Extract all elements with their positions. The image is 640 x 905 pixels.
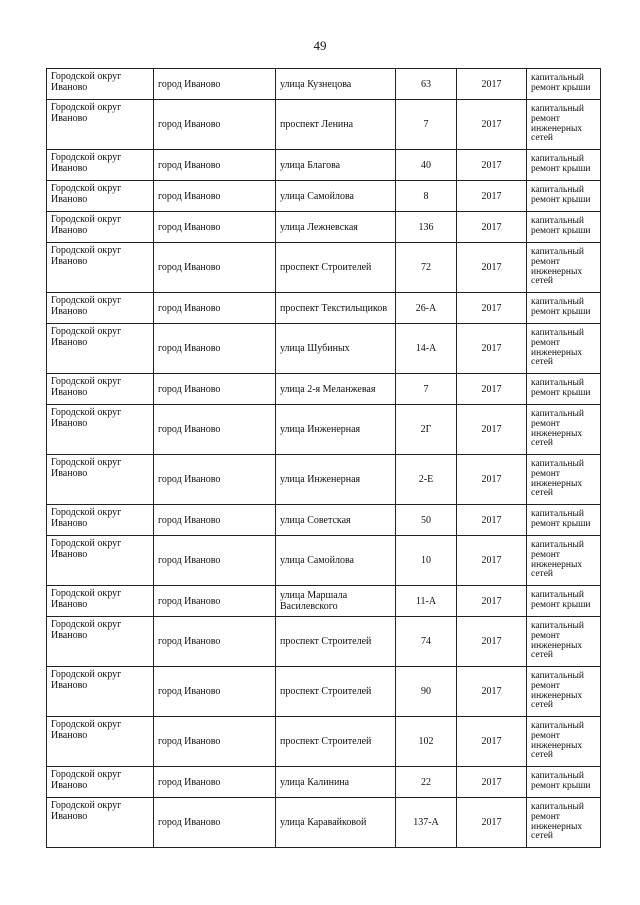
year-cell: 2017 xyxy=(457,324,527,374)
table-row xyxy=(47,505,601,536)
work-type-cell: капитальный ремонт инженерных сетей xyxy=(527,243,601,293)
table-row xyxy=(47,667,601,717)
house-number-cell: 2Г xyxy=(396,405,457,455)
city-cell: город Иваново xyxy=(154,324,276,374)
table-row xyxy=(47,536,601,586)
table-row xyxy=(47,586,601,617)
street-cell: улица Калинина xyxy=(276,767,396,798)
house-number-cell: 7 xyxy=(396,100,457,150)
street-cell: улица Шубиных xyxy=(276,324,396,374)
work-type-cell: капитальный ремонт крыши xyxy=(527,767,601,798)
year-cell: 2017 xyxy=(457,455,527,505)
municipality-cell: Городской округ Иваново xyxy=(47,243,154,293)
year-cell: 2017 xyxy=(457,505,527,536)
work-type-cell: капитальный ремонт инженерных сетей xyxy=(527,667,601,717)
work-type-cell: капитальный ремонт крыши xyxy=(527,293,601,324)
street-cell: улица Инженерная xyxy=(276,405,396,455)
municipality-cell: Городской округ Иваново xyxy=(47,181,154,212)
city-cell: город Иваново xyxy=(154,717,276,767)
house-number-cell: 10 xyxy=(396,536,457,586)
house-number-cell: 90 xyxy=(396,667,457,717)
municipality-cell: Городской округ Иваново xyxy=(47,455,154,505)
house-number-cell: 72 xyxy=(396,243,457,293)
municipality-cell: Городской округ Иваново xyxy=(47,150,154,181)
municipality-cell: Городской округ Иваново xyxy=(47,374,154,405)
house-number-cell: 102 xyxy=(396,717,457,767)
year-cell: 2017 xyxy=(457,69,527,100)
city-cell: город Иваново xyxy=(154,767,276,798)
year-cell: 2017 xyxy=(457,798,527,848)
table-row xyxy=(47,100,601,150)
work-type-cell: капитальный ремонт крыши xyxy=(527,505,601,536)
work-type-cell: капитальный ремонт инженерных сетей xyxy=(527,617,601,667)
work-type-cell: капитальный ремонт инженерных сетей xyxy=(527,798,601,848)
street-cell: проспект Строителей xyxy=(276,667,396,717)
municipality-cell: Городской округ Иваново xyxy=(47,405,154,455)
work-type-cell: капитальный ремонт инженерных сетей xyxy=(527,717,601,767)
table-row xyxy=(47,212,601,243)
table-row xyxy=(47,767,601,798)
year-cell: 2017 xyxy=(457,293,527,324)
work-type-cell: капитальный ремонт крыши xyxy=(527,586,601,617)
city-cell: город Иваново xyxy=(154,69,276,100)
street-cell: проспект Строителей xyxy=(276,717,396,767)
table-row xyxy=(47,798,601,848)
house-number-cell: 11-А xyxy=(396,586,457,617)
municipality-cell: Городской округ Иваново xyxy=(47,69,154,100)
street-cell: проспект Строителей xyxy=(276,617,396,667)
house-number-cell: 40 xyxy=(396,150,457,181)
table-body xyxy=(47,69,601,848)
year-cell: 2017 xyxy=(457,243,527,293)
year-cell: 2017 xyxy=(457,181,527,212)
street-cell: улица Советская xyxy=(276,505,396,536)
house-number-cell: 63 xyxy=(396,69,457,100)
city-cell: город Иваново xyxy=(154,667,276,717)
work-type-cell: капитальный ремонт инженерных сетей xyxy=(527,536,601,586)
municipality-cell: Городской округ Иваново xyxy=(47,324,154,374)
year-cell: 2017 xyxy=(457,374,527,405)
year-cell: 2017 xyxy=(457,767,527,798)
city-cell: город Иваново xyxy=(154,181,276,212)
house-number-cell: 136 xyxy=(396,212,457,243)
municipality-cell: Городской округ Иваново xyxy=(47,212,154,243)
work-type-cell: капитальный ремонт инженерных сетей xyxy=(527,324,601,374)
municipality-cell: Городской округ Иваново xyxy=(47,505,154,536)
table-row xyxy=(47,181,601,212)
work-type-cell: капитальный ремонт крыши xyxy=(527,150,601,181)
work-type-cell: капитальный ремонт крыши xyxy=(527,374,601,405)
table-row xyxy=(47,617,601,667)
table-row xyxy=(47,374,601,405)
table-row xyxy=(47,293,601,324)
street-cell: улица Маршала Василевского xyxy=(276,586,396,617)
city-cell: город Иваново xyxy=(154,243,276,293)
city-cell: город Иваново xyxy=(154,212,276,243)
table-row xyxy=(47,717,601,767)
street-cell: проспект Текстильщиков xyxy=(276,293,396,324)
city-cell: город Иваново xyxy=(154,455,276,505)
house-number-cell: 8 xyxy=(396,181,457,212)
street-cell: проспект Ленина xyxy=(276,100,396,150)
street-cell: улица Благова xyxy=(276,150,396,181)
year-cell: 2017 xyxy=(457,405,527,455)
city-cell: город Иваново xyxy=(154,505,276,536)
house-number-cell: 137-А xyxy=(396,798,457,848)
work-type-cell: капитальный ремонт инженерных сетей xyxy=(527,100,601,150)
table-row xyxy=(47,69,601,100)
house-number-cell: 50 xyxy=(396,505,457,536)
municipality-cell: Городской округ Иваново xyxy=(47,767,154,798)
work-type-cell: капитальный ремонт крыши xyxy=(527,181,601,212)
city-cell: город Иваново xyxy=(154,374,276,405)
street-cell: проспект Строителей xyxy=(276,243,396,293)
city-cell: город Иваново xyxy=(154,617,276,667)
year-cell: 2017 xyxy=(457,617,527,667)
table-row xyxy=(47,150,601,181)
municipality-cell: Городской округ Иваново xyxy=(47,100,154,150)
street-cell: улица Кузнецова xyxy=(276,69,396,100)
year-cell: 2017 xyxy=(457,667,527,717)
house-number-cell: 26-А xyxy=(396,293,457,324)
house-number-cell: 2-Е xyxy=(396,455,457,505)
work-type-cell: капитальный ремонт крыши xyxy=(527,212,601,243)
municipality-cell: Городской округ Иваново xyxy=(47,717,154,767)
city-cell: город Иваново xyxy=(154,293,276,324)
street-cell: улица 2-я Меланжевая xyxy=(276,374,396,405)
year-cell: 2017 xyxy=(457,100,527,150)
house-number-cell: 74 xyxy=(396,617,457,667)
work-type-cell: капитальный ремонт инженерных сетей xyxy=(527,405,601,455)
year-cell: 2017 xyxy=(457,536,527,586)
street-cell: улица Лежневская xyxy=(276,212,396,243)
city-cell: город Иваново xyxy=(154,536,276,586)
house-number-cell: 14-А xyxy=(396,324,457,374)
city-cell: город Иваново xyxy=(154,798,276,848)
municipality-cell: Городской округ Иваново xyxy=(47,293,154,324)
repair-registry-table xyxy=(46,68,601,848)
house-number-cell: 22 xyxy=(396,767,457,798)
municipality-cell: Городской округ Иваново xyxy=(47,617,154,667)
city-cell: город Иваново xyxy=(154,405,276,455)
year-cell: 2017 xyxy=(457,586,527,617)
year-cell: 2017 xyxy=(457,212,527,243)
year-cell: 2017 xyxy=(457,150,527,181)
city-cell: город Иваново xyxy=(154,100,276,150)
street-cell: улица Каравайковой xyxy=(276,798,396,848)
municipality-cell: Городской округ Иваново xyxy=(47,536,154,586)
city-cell: город Иваново xyxy=(154,586,276,617)
municipality-cell: Городской округ Иваново xyxy=(47,798,154,848)
work-type-cell: капитальный ремонт инженерных сетей xyxy=(527,455,601,505)
table-row xyxy=(47,405,601,455)
table-row xyxy=(47,455,601,505)
table-row xyxy=(47,243,601,293)
year-cell: 2017 xyxy=(457,717,527,767)
street-cell: улица Самойлова xyxy=(276,181,396,212)
table-row xyxy=(47,324,601,374)
street-cell: улица Самойлова xyxy=(276,536,396,586)
house-number-cell: 7 xyxy=(396,374,457,405)
street-cell: улица Инженерная xyxy=(276,455,396,505)
municipality-cell: Городской округ Иваново xyxy=(47,667,154,717)
page-number: 49 xyxy=(313,38,327,53)
municipality-cell: Городской округ Иваново xyxy=(47,586,154,617)
city-cell: город Иваново xyxy=(154,150,276,181)
work-type-cell: капитальный ремонт крыши xyxy=(527,69,601,100)
